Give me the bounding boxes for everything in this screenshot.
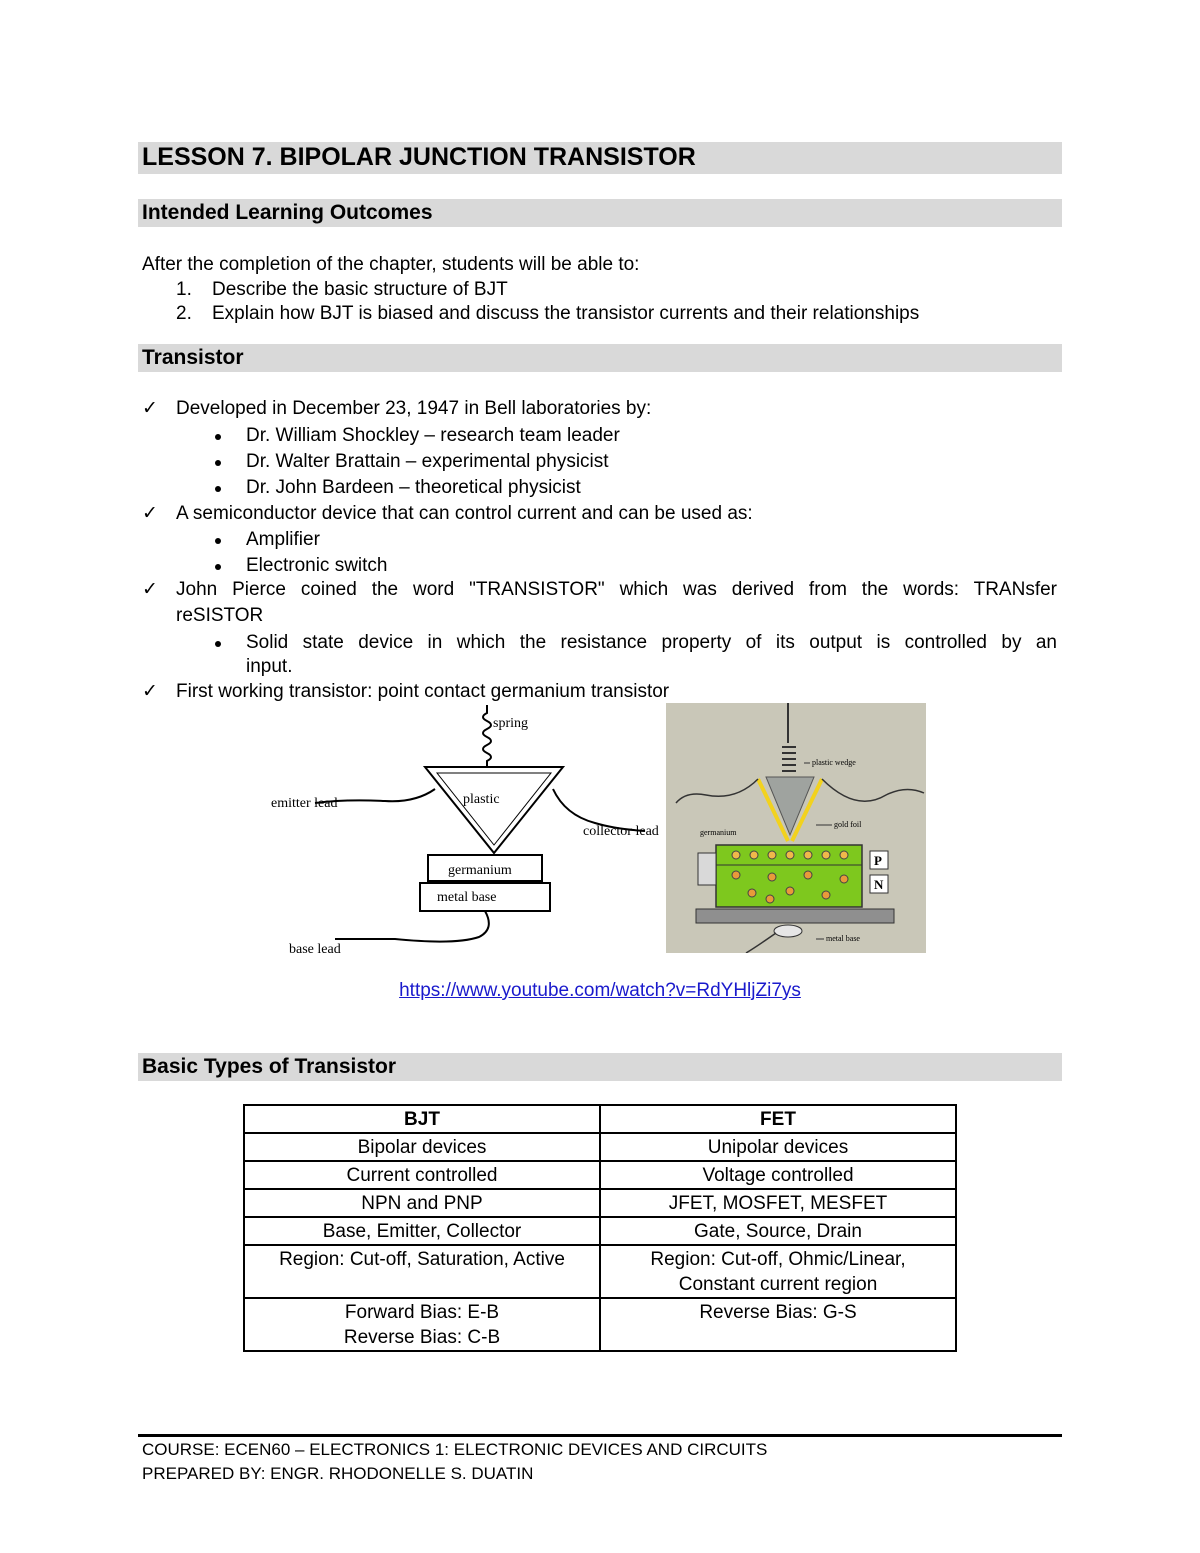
outcomes-heading: Intended Learning Outcomes [142, 201, 433, 224]
label-plastic-wedge: plastic wedge [812, 758, 856, 767]
cell-line: Current controlled [346, 1165, 498, 1186]
label-collector-lead: collector lead [583, 824, 659, 839]
checkmark-icon: ✓ [142, 579, 158, 600]
label-metal-base: metal base [437, 890, 497, 905]
header-fet: FET [600, 1105, 956, 1133]
bullet-text: John Pierce coined the word "TRANSISTOR" which was derived from the words: TRANsfer [176, 579, 1057, 600]
bjt-cell [244, 1189, 600, 1217]
fet-cell [600, 1133, 956, 1161]
table-row [244, 1189, 956, 1217]
lesson-title-bar [138, 142, 1062, 174]
transistor-heading-bar [138, 344, 1062, 372]
fet-cell [600, 1245, 956, 1298]
checkmark-icon: ✓ [142, 398, 158, 419]
types-heading: Basic Types of Transistor [142, 1055, 397, 1078]
use-item: Electronic switch [246, 555, 388, 576]
header-bjt: BJT [244, 1105, 600, 1133]
person-item: Dr. John Bardeen – theoretical physicist [246, 477, 581, 498]
table-row [244, 1245, 956, 1298]
plastic-wedge [425, 767, 563, 853]
video-link-line [0, 980, 1200, 1002]
outcome-item: Explain how BJT is biased and discuss the transistor currents and their relationships [212, 303, 920, 324]
cell-line: Region: Cut-off, Saturation, Active [279, 1249, 565, 1270]
label-emitter-lead: emitter lead [271, 796, 338, 811]
footer-divider [138, 1434, 1062, 1437]
base-lead-wire [335, 911, 489, 942]
transistor-types-table [243, 1104, 957, 1352]
bullet-dot-icon [215, 641, 221, 647]
checkmark-icon: ✓ [142, 681, 158, 702]
types-heading-bar [138, 1053, 1062, 1081]
bullet-text: First working transistor: point contact germanium transistor [176, 681, 670, 702]
cell-line: Region: Cut-off, Ohmic/Linear, [650, 1249, 906, 1270]
label-gold-foil: gold foil [834, 820, 862, 829]
fet-cell [600, 1189, 956, 1217]
cell-line: Unipolar devices [707, 1137, 849, 1158]
bullet-text-continued: reSISTOR [176, 605, 264, 626]
cell-line: Bipolar devices [357, 1137, 487, 1158]
bjt-cell [244, 1133, 600, 1161]
label-n: N [874, 877, 884, 892]
bullet-dot-icon [215, 434, 221, 440]
bjt-cell [244, 1161, 600, 1189]
use-item: Amplifier [246, 529, 320, 550]
table-row [244, 1298, 956, 1351]
footer-prepared-by: PREPARED BY: ENGR. RHODONELLE S. DUATIN [142, 1464, 534, 1483]
point-contact-diagram [265, 703, 665, 961]
sub-bullet-text: Solid state device in which the resistance property of its output is controlled by an [246, 632, 1057, 653]
sub-bullet-text-continued: input. [246, 656, 293, 677]
bullet-dot-icon [215, 538, 221, 544]
point-contact-illustration [666, 703, 926, 953]
cell-line: Gate, Source, Drain [694, 1221, 862, 1242]
table-row [244, 1133, 956, 1161]
label-plastic: plastic [463, 792, 500, 807]
outcome-number: 1. [176, 279, 192, 300]
person-item: Dr. William Shockley – research team leader [246, 425, 620, 446]
lesson-title: LESSON 7. BIPOLAR JUNCTION TRANSISTOR [142, 143, 696, 171]
bullet-text: Developed in December 23, 1947 in Bell laboratories by: [176, 398, 652, 419]
checkmark-icon: ✓ [142, 503, 158, 524]
cell-line: Voltage controlled [702, 1165, 854, 1186]
fet-cell [600, 1217, 956, 1245]
bjt-cell [244, 1217, 600, 1245]
table-header-row [244, 1105, 956, 1133]
cell-line: Constant current region [678, 1274, 878, 1295]
cell-line: Reverse Bias: G-S [699, 1302, 857, 1323]
cell-line: JFET, MOSFET, MESFET [668, 1193, 888, 1214]
bjt-cell [244, 1245, 600, 1298]
label-germanium: germanium [448, 863, 512, 878]
bullet-dot-icon [215, 486, 221, 492]
cell-line: Forward Bias: E-B [344, 1302, 500, 1323]
spring-coil [483, 705, 491, 767]
table-row [244, 1217, 956, 1245]
bullet-text: A semiconductor device that can control current and can be used as: [176, 503, 753, 524]
label-base-lead: base lead [289, 942, 341, 957]
cell-line: Reverse Bias: C-B [343, 1327, 501, 1348]
fet-cell [600, 1161, 956, 1189]
metal-base-plate [696, 909, 894, 923]
outcome-number: 2. [176, 303, 192, 324]
outcomes-intro: After the completion of the chapter, students will be able to: [142, 254, 640, 275]
label-p: P [874, 853, 882, 868]
table-body [244, 1133, 956, 1351]
outcomes-heading-bar [138, 199, 1062, 227]
cell-line: NPN and PNP [361, 1193, 483, 1214]
outcome-item: Describe the basic structure of BJT [212, 279, 508, 300]
label-metal-base-photo: metal base [826, 934, 860, 943]
label-germanium-photo: germanium [700, 828, 737, 837]
fet-cell [600, 1298, 956, 1351]
video-link[interactable]: https://www.youtube.com/watch?v=RdYHljZi7ys [399, 980, 801, 1001]
bullet-dot-icon [215, 564, 221, 570]
person-item: Dr. Walter Brattain – experimental physicist [246, 451, 609, 472]
bjt-cell [244, 1298, 600, 1351]
bullet-dot-icon [215, 460, 221, 466]
label-spring: spring [493, 716, 528, 731]
footer-course: COURSE: ECEN60 – ELECTRONICS 1: ELECTRONIC DEVICES AND CIRCUITS [142, 1440, 768, 1459]
transistor-heading: Transistor [142, 346, 244, 369]
table-row [244, 1161, 956, 1189]
cell-line: Base, Emitter, Collector [322, 1221, 522, 1242]
